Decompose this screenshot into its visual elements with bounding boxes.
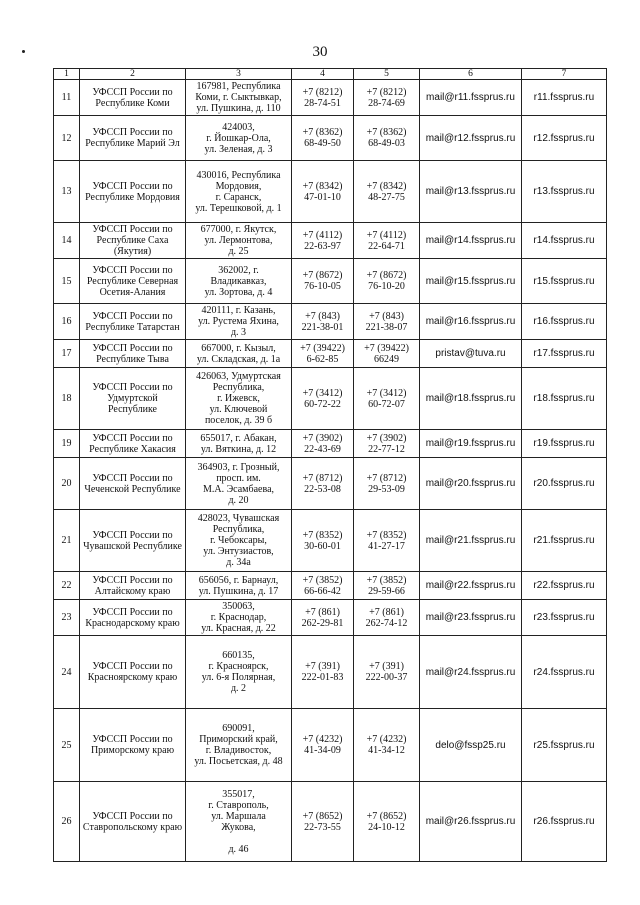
website-cell[interactable]: r19.fssprus.ru <box>522 430 607 458</box>
table-row <box>54 304 607 340</box>
phone-1-cell: +7 (8362) 68-49-50 <box>292 116 354 161</box>
table-row <box>54 223 607 259</box>
address-cell: 364903, г. Грозный, просп. им. М.А. Эсамбаева, д. 20 <box>186 458 292 510</box>
office-name-cell: УФССП России по Республике Тыва <box>80 340 186 368</box>
phone-1-cell: +7 (4232) 41-34-09 <box>292 709 354 782</box>
phone-2-cell: +7 (8672) 76-10-20 <box>354 259 420 304</box>
phone-1-cell: +7 (4112) 22-63-97 <box>292 223 354 259</box>
phone-1-cell: +7 (39422) 6-62-85 <box>292 340 354 368</box>
row-number-cell: 20 <box>54 458 80 510</box>
row-number-cell: 19 <box>54 430 80 458</box>
email-cell[interactable]: mail@r16.fssprus.ru <box>420 304 522 340</box>
address-cell: 424003, г. Йошкар-Ола, ул. Зеленая, д. 3 <box>186 116 292 161</box>
phone-1-cell: +7 (8712) 22-53-08 <box>292 458 354 510</box>
website-cell[interactable]: r16.fssprus.ru <box>522 304 607 340</box>
office-name-cell: УФССП России по Ставропольскому краю <box>80 782 186 862</box>
table-row <box>54 340 607 368</box>
table-row <box>54 600 607 636</box>
office-name-cell: УФССП России по Алтайскому краю <box>80 572 186 600</box>
phone-1-cell: +7 (8212) 28-74-51 <box>292 80 354 116</box>
phone-2-cell: +7 (861) 262-74-12 <box>354 600 420 636</box>
header-cell: 4 <box>292 69 354 80</box>
header-row <box>54 69 607 80</box>
phone-1-cell: +7 (843) 221-38-01 <box>292 304 354 340</box>
address-cell: 677000, г. Якутск, ул. Лермонтова, д. 25 <box>186 223 292 259</box>
table-row <box>54 116 607 161</box>
header-cell: 3 <box>186 69 292 80</box>
website-cell[interactable]: r26.fssprus.ru <box>522 782 607 862</box>
table-row <box>54 782 607 862</box>
phone-1-cell: +7 (8352) 30-60-01 <box>292 510 354 572</box>
phone-2-cell: +7 (4112) 22-64-71 <box>354 223 420 259</box>
header-cell: 2 <box>80 69 186 80</box>
table-row <box>54 510 607 572</box>
address-cell: 420111, г. Казань, ул. Рустема Яхина, д. 3 <box>186 304 292 340</box>
page-number: 30 <box>312 44 328 60</box>
email-cell[interactable]: mail@r22.fssprus.ru <box>420 572 522 600</box>
office-name-cell: УФССП России по Республике Саха (Якутия) <box>80 223 186 259</box>
phone-1-cell: +7 (391) 222-01-83 <box>292 636 354 709</box>
phone-1-cell: +7 (3852) 66-66-42 <box>292 572 354 600</box>
address-cell: 350063, г. Краснодар, ул. Красная, д. 22 <box>186 600 292 636</box>
row-number-cell: 16 <box>54 304 80 340</box>
website-cell[interactable]: r24.fssprus.ru <box>522 636 607 709</box>
row-number-cell: 13 <box>54 161 80 223</box>
email-cell[interactable]: mail@r23.fssprus.ru <box>420 600 522 636</box>
row-number-cell: 21 <box>54 510 80 572</box>
website-cell[interactable]: r20.fssprus.ru <box>522 458 607 510</box>
table-row <box>54 636 607 709</box>
email-cell[interactable]: mail@r14.fssprus.ru <box>420 223 522 259</box>
phone-2-cell: +7 (8342) 48-27-75 <box>354 161 420 223</box>
address-cell: 655017, г. Абакан, ул. Вяткина, д. 12 <box>186 430 292 458</box>
table-row <box>54 572 607 600</box>
row-number-cell: 11 <box>54 80 80 116</box>
registry-table <box>53 68 607 862</box>
phone-2-cell: +7 (843) 221-38-07 <box>354 304 420 340</box>
email-cell[interactable]: mail@r24.fssprus.ru <box>420 636 522 709</box>
email-cell[interactable]: mail@r15.fssprus.ru <box>420 259 522 304</box>
address-cell: 430016, Республика Мордовия, г. Саранск, ул. Терешковой, д. 1 <box>186 161 292 223</box>
phone-2-cell: +7 (8652) 24-10-12 <box>354 782 420 862</box>
website-cell[interactable]: r11.fssprus.ru <box>522 80 607 116</box>
office-name-cell: УФССП России по Республике Коми <box>80 80 186 116</box>
phone-2-cell: +7 (8712) 29-53-09 <box>354 458 420 510</box>
phone-1-cell: +7 (8342) 47-01-10 <box>292 161 354 223</box>
website-cell[interactable]: r15.fssprus.ru <box>522 259 607 304</box>
address-cell: 690091, Приморский край, г. Владивосток, ул. Посьетская, д. 48 <box>186 709 292 782</box>
phone-1-cell: +7 (3902) 22-43-69 <box>292 430 354 458</box>
office-name-cell: УФССП России по Чеченской Республике <box>80 458 186 510</box>
office-name-cell: УФССП России по Республике Марий Эл <box>80 116 186 161</box>
table-row <box>54 709 607 782</box>
table-row <box>54 161 607 223</box>
office-name-cell: УФССП России по Приморскому краю <box>80 709 186 782</box>
row-number-cell: 15 <box>54 259 80 304</box>
row-number-cell: 24 <box>54 636 80 709</box>
email-cell[interactable]: mail@r18.fssprus.ru <box>420 368 522 430</box>
row-number-cell: 14 <box>54 223 80 259</box>
phone-2-cell: +7 (8352) 41-27-17 <box>354 510 420 572</box>
office-name-cell: УФССП России по Республике Татарстан <box>80 304 186 340</box>
header-cell: 7 <box>522 69 607 80</box>
address-cell: 667000, г. Кызыл, ул. Складская, д. 1а <box>186 340 292 368</box>
header-cell: 6 <box>420 69 522 80</box>
phone-1-cell: +7 (8672) 76-10-05 <box>292 259 354 304</box>
table-row <box>54 368 607 430</box>
table-row <box>54 259 607 304</box>
table-row <box>54 430 607 458</box>
address-cell: 167981, Республика Коми, г. Сыктывкар, ул. Пушкина, д. 110 <box>186 80 292 116</box>
row-number-cell: 18 <box>54 368 80 430</box>
website-cell[interactable]: r17.fssprus.ru <box>522 340 607 368</box>
website-cell[interactable]: r22.fssprus.ru <box>522 572 607 600</box>
address-cell: 656056, г. Барнаул, ул. Пушкина, д. 17 <box>186 572 292 600</box>
website-cell[interactable]: r18.fssprus.ru <box>522 368 607 430</box>
row-number-cell: 22 <box>54 572 80 600</box>
email-cell[interactable]: mail@r13.fssprus.ru <box>420 161 522 223</box>
address-cell: 355017, г. Ставрополь, ул. Маршала Жукова, д. 46 <box>186 782 292 862</box>
address-cell: 362002, г. Владикавказ, ул. Зортова, д. 4 <box>186 259 292 304</box>
office-name-cell: УФССП России по Республике Мордовия <box>80 161 186 223</box>
email-cell[interactable]: mail@r20.fssprus.ru <box>420 458 522 510</box>
website-cell[interactable]: r12.fssprus.ru <box>522 116 607 161</box>
phone-2-cell: +7 (4232) 41-34-12 <box>354 709 420 782</box>
email-cell[interactable]: mail@r26.fssprus.ru <box>420 782 522 862</box>
address-cell: 660135, г. Красноярск, ул. 6-я Полярная, д. 2 <box>186 636 292 709</box>
row-number-cell: 26 <box>54 782 80 862</box>
address-cell: 426063, Удмуртская Республика, г. Ижевск, ул. Ключевой поселок, д. 39 б <box>186 368 292 430</box>
phone-2-cell: +7 (3412) 60-72-07 <box>354 368 420 430</box>
phone-2-cell: +7 (39422) 66249 <box>354 340 420 368</box>
row-number-cell: 12 <box>54 116 80 161</box>
phone-2-cell: +7 (8362) 68-49-03 <box>354 116 420 161</box>
website-cell[interactable]: r21.fssprus.ru <box>522 510 607 572</box>
office-name-cell: УФССП России по Республике Хакасия <box>80 430 186 458</box>
table-row <box>54 80 607 116</box>
email-cell[interactable]: mail@r19.fssprus.ru <box>420 430 522 458</box>
table-row <box>54 458 607 510</box>
office-name-cell: УФССП России по Республике Северная Осетия-Алания <box>80 259 186 304</box>
header-cell: 1 <box>54 69 80 80</box>
row-number-cell: 17 <box>54 340 80 368</box>
phone-1-cell: +7 (8652) 22-73-55 <box>292 782 354 862</box>
phone-2-cell: +7 (391) 222-00-37 <box>354 636 420 709</box>
email-cell[interactable]: pristav@tuva.ru <box>420 340 522 368</box>
email-cell[interactable]: mail@r12.fssprus.ru <box>420 116 522 161</box>
row-number-cell: 25 <box>54 709 80 782</box>
office-name-cell: УФССП России по Краснодарскому краю <box>80 600 186 636</box>
phone-2-cell: +7 (3902) 22-77-12 <box>354 430 420 458</box>
office-name-cell: УФССП России по Удмуртской Республике <box>80 368 186 430</box>
phone-1-cell: +7 (861) 262-29-81 <box>292 600 354 636</box>
website-cell[interactable]: r23.fssprus.ru <box>522 600 607 636</box>
phone-2-cell: +7 (3852) 29-59-66 <box>354 572 420 600</box>
website-cell[interactable]: r13.fssprus.ru <box>522 161 607 223</box>
email-cell[interactable]: mail@r21.fssprus.ru <box>420 510 522 572</box>
office-name-cell: УФССП России по Красноярскому краю <box>80 636 186 709</box>
website-cell[interactable]: r14.fssprus.ru <box>522 223 607 259</box>
header-cell: 5 <box>354 69 420 80</box>
phone-2-cell: +7 (8212) 28-74-69 <box>354 80 420 116</box>
email-cell[interactable]: delo@fssp25.ru <box>420 709 522 782</box>
website-cell[interactable]: r25.fssprus.ru <box>522 709 607 782</box>
phone-1-cell: +7 (3412) 60-72-22 <box>292 368 354 430</box>
row-number-cell: 23 <box>54 600 80 636</box>
email-cell[interactable]: mail@r11.fssprus.ru <box>420 80 522 116</box>
address-cell: 428023, Чувашская Республика, г. Чебоксары, ул. Энтузиастов, д. 34а <box>186 510 292 572</box>
office-name-cell: УФССП России по Чувашской Республике <box>80 510 186 572</box>
